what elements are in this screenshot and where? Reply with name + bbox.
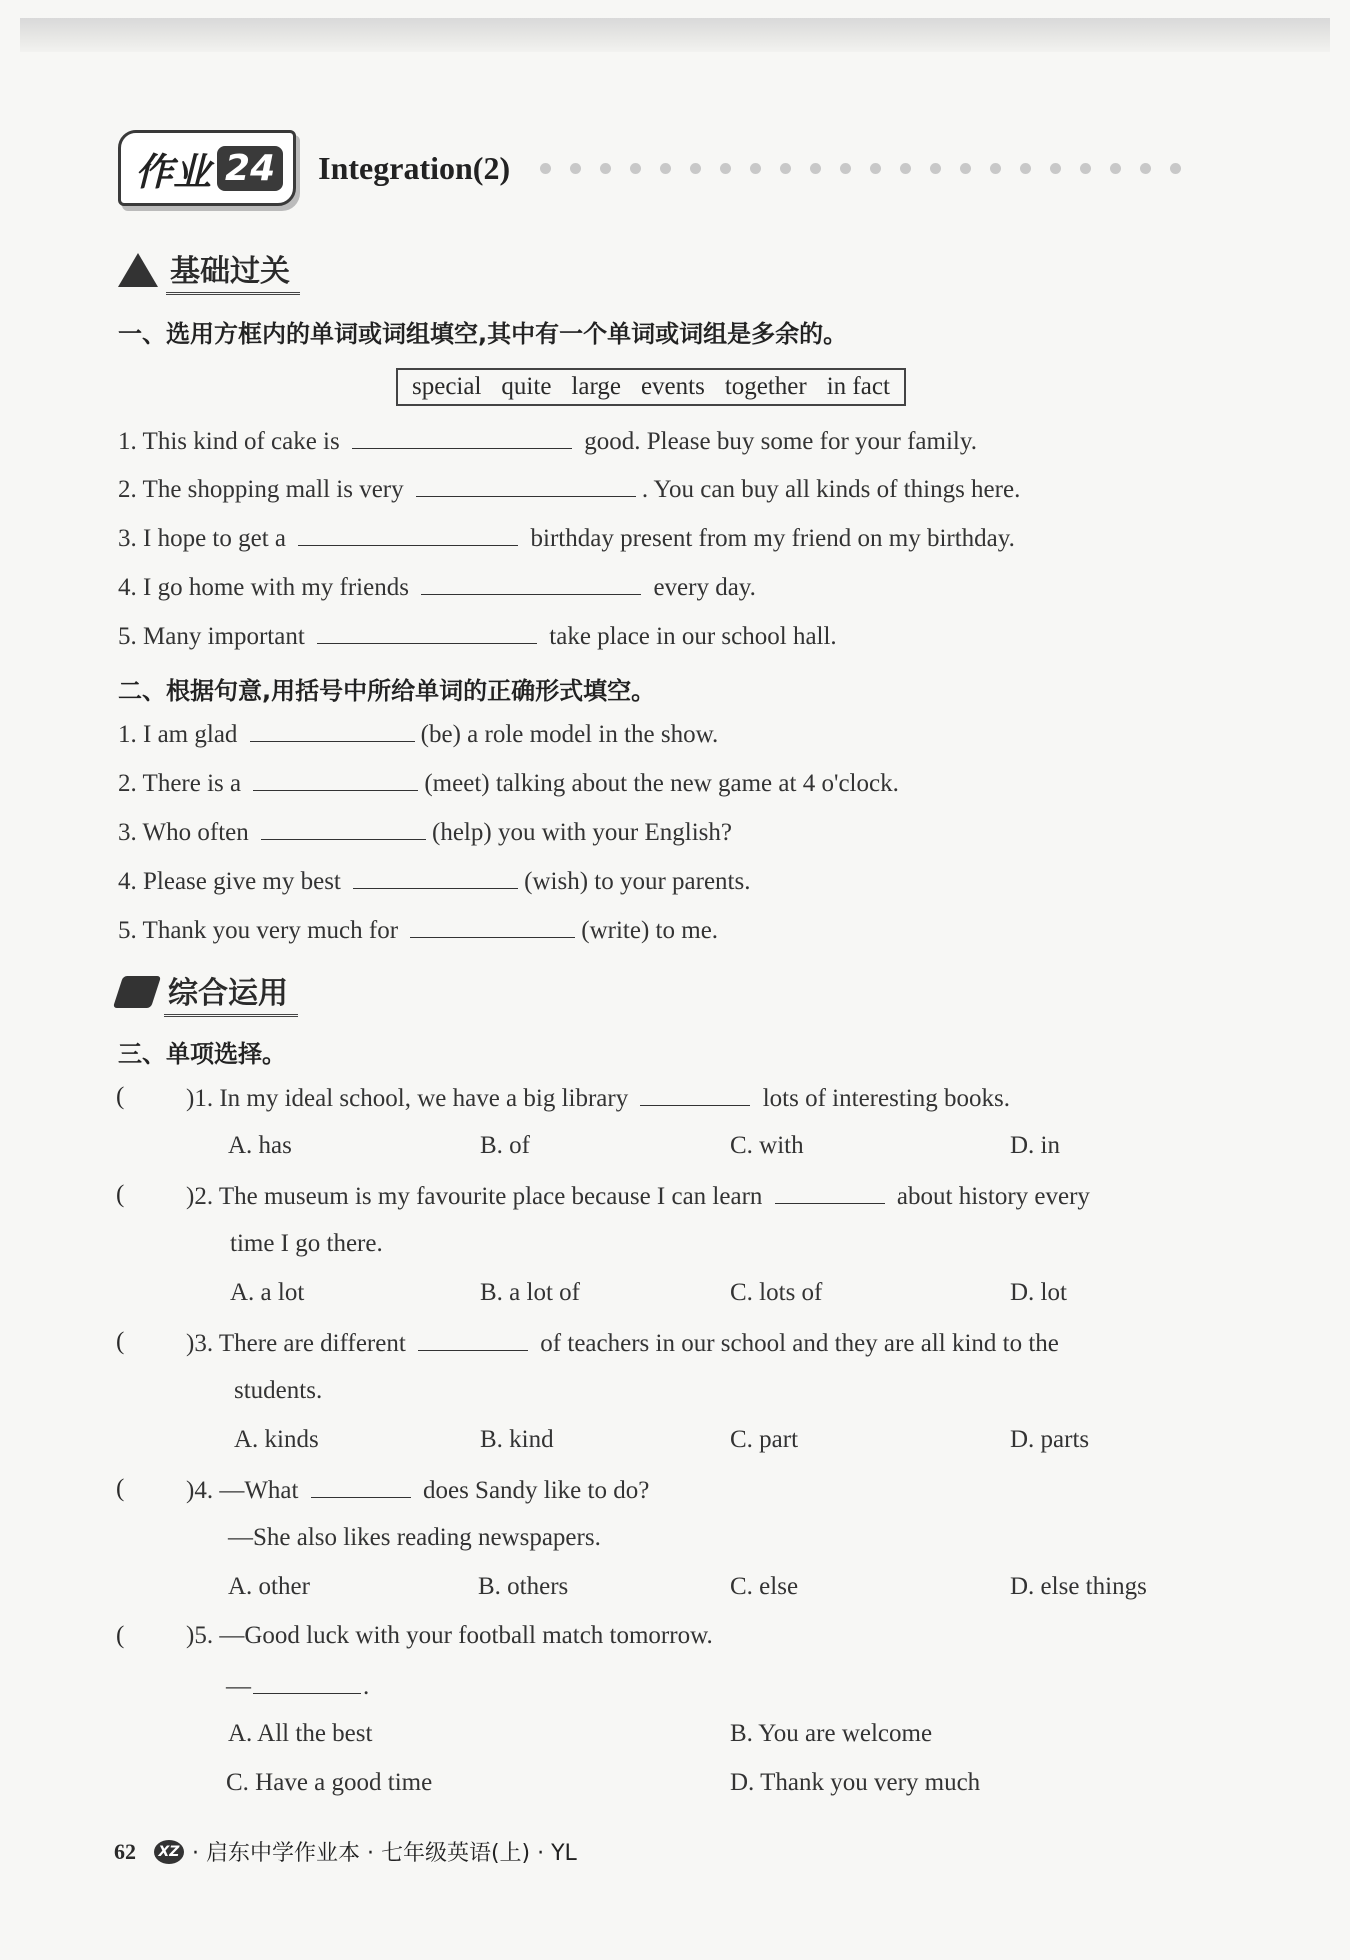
fill-item	[118, 915, 718, 945]
answer-blank[interactable]	[298, 523, 518, 546]
item-text: 3. Who often	[118, 819, 249, 846]
fill-item	[118, 426, 977, 456]
answer-blank[interactable]	[253, 768, 418, 791]
page-number: 62	[114, 1838, 136, 1864]
question-1	[186, 1083, 1010, 1113]
fill-item	[118, 572, 756, 602]
answer-paren[interactable]: (	[116, 1181, 125, 1208]
answer-blank[interactable]	[418, 1328, 528, 1351]
question-continuation: time I go there.	[230, 1230, 383, 1257]
option-a[interactable]: A. has	[228, 1132, 292, 1159]
option-a[interactable]: A. All the best	[228, 1720, 373, 1747]
question-text: )5. —Good luck with your football match tomorrow.	[186, 1622, 713, 1649]
item-text: 3. I hope to get a	[118, 525, 287, 552]
answer-blank[interactable]	[640, 1083, 750, 1106]
section-marker-icon	[113, 976, 161, 1008]
option-b[interactable]: B. You are welcome	[730, 1720, 933, 1747]
question-text: )1. In my ideal school, we have a big library	[186, 1085, 629, 1112]
item-text: take place in our school hall.	[549, 623, 837, 650]
item-text: (meet) talking about the new game at 4 o'clock.	[424, 770, 899, 797]
question-text: lots of interesting books.	[762, 1085, 1010, 1112]
item-text: 4. Please give my best	[118, 868, 341, 895]
option-d[interactable]: D. lot	[1010, 1279, 1067, 1306]
option-a[interactable]: A. other	[228, 1573, 310, 1600]
answer-blank[interactable]	[410, 915, 575, 938]
fill-item	[118, 621, 837, 651]
item-text: 2. The shopping mall is very	[118, 476, 404, 503]
option-c[interactable]: C. lots of	[730, 1279, 823, 1306]
item-text: 1. I am glad	[118, 721, 238, 748]
item-text: every day.	[653, 574, 756, 601]
option-a[interactable]: A. kinds	[234, 1426, 319, 1453]
option-b[interactable]: B. kind	[480, 1426, 554, 1453]
answer-blank[interactable]	[421, 572, 641, 595]
section-label: 基础过关	[166, 246, 300, 295]
fill-item	[118, 768, 899, 798]
item-text: birthday present from my friend on my birthday.	[530, 525, 1015, 552]
item-text: 1. This kind of cake is	[118, 428, 340, 455]
answer-paren[interactable]: (	[116, 1475, 125, 1502]
option-b[interactable]: B. of	[480, 1132, 530, 1159]
badge-text: 作业	[135, 149, 212, 194]
section-heading-applied	[118, 970, 298, 1014]
option-b[interactable]: B. a lot of	[480, 1279, 580, 1306]
triangle-icon	[118, 253, 158, 287]
part3-instruction: 三、单项选择。	[118, 1040, 286, 1068]
word-item: in fact	[826, 373, 890, 400]
item-text: 4. I go home with my friends	[118, 574, 409, 601]
answer-blank[interactable]	[317, 621, 537, 644]
part1-instruction: 一、选用方框内的单词或词组填空,其中有一个单词或词组是多余的。	[118, 320, 848, 348]
option-d[interactable]: D. in	[1010, 1132, 1060, 1159]
item-text: (write) to me.	[581, 917, 719, 944]
option-b[interactable]: B. others	[478, 1573, 569, 1600]
publisher-logo-icon: XZ	[154, 1840, 184, 1864]
section-label: 综合运用	[164, 968, 298, 1017]
footer-text: · 启东中学作业本 · 七年级英语(上) · YL	[192, 1841, 577, 1866]
answer-blank[interactable]	[352, 426, 572, 449]
word-item: quite	[501, 373, 552, 400]
item-text: . You can buy all kinds of things here.	[641, 476, 1021, 503]
fill-item	[118, 474, 1020, 504]
item-text: (wish) to your parents.	[524, 868, 751, 895]
option-c[interactable]: C. part	[730, 1426, 799, 1453]
question-continuation: students.	[234, 1377, 323, 1404]
answer-blank[interactable]	[261, 817, 426, 840]
answer-blank[interactable]	[416, 474, 636, 497]
item-text: 5. Many important	[118, 623, 305, 650]
word-item: special	[412, 373, 482, 400]
option-c[interactable]: C. else	[730, 1573, 799, 1600]
answer-blank[interactable]	[353, 866, 518, 889]
option-d[interactable]: D. Thank you very much	[730, 1769, 981, 1796]
item-text: (help) you with your English?	[432, 819, 732, 846]
option-c[interactable]: C. Have a good time	[226, 1769, 433, 1796]
question-text: )2. The museum is my favourite place because I can learn	[186, 1183, 763, 1210]
part2-instruction: 二、根据句意,用括号中所给单词的正确形式填空。	[118, 677, 656, 705]
question-5	[186, 1622, 713, 1650]
word-item: together	[724, 373, 807, 400]
answer-paren[interactable]: (	[116, 1622, 125, 1649]
item-text: (be) a role model in the show.	[420, 721, 719, 748]
answer-blank[interactable]	[253, 1671, 361, 1694]
item-text: 5. Thank you very much for	[118, 917, 399, 944]
dash: —	[226, 1673, 251, 1700]
badge-number: 24	[217, 146, 283, 191]
page-header	[118, 128, 1181, 208]
period: .	[363, 1673, 370, 1700]
word-box	[396, 368, 906, 406]
word-item: events	[640, 373, 705, 400]
option-d[interactable]: D. else things	[1010, 1573, 1147, 1600]
fill-item	[118, 719, 718, 749]
question-text: does Sandy like to do?	[422, 1477, 650, 1504]
item-text: 2. There is a	[118, 770, 242, 797]
page-title: Integration(2)	[318, 149, 511, 186]
option-c[interactable]: C. with	[730, 1132, 804, 1159]
question-4	[186, 1475, 649, 1505]
question-text: of teachers in our school and they are all kind to the	[540, 1330, 1059, 1357]
homework-badge	[118, 130, 296, 206]
option-a[interactable]: A. a lot	[230, 1279, 305, 1306]
item-text: good. Please buy some for your family.	[584, 428, 977, 455]
question-text: )3. There are different	[186, 1330, 406, 1357]
question-3	[186, 1328, 1059, 1358]
answer-blank[interactable]	[775, 1181, 885, 1204]
page-top-shadow	[20, 18, 1330, 52]
section-heading-basic	[118, 248, 300, 292]
option-d[interactable]: D. parts	[1010, 1426, 1090, 1453]
question-continuation	[226, 1671, 369, 1701]
question-text: )4. —What	[186, 1477, 299, 1504]
question-2	[186, 1181, 1090, 1211]
answer-blank[interactable]	[250, 719, 415, 742]
answer-blank[interactable]	[311, 1475, 411, 1498]
word-item: large	[571, 373, 621, 400]
answer-paren[interactable]: (	[116, 1328, 125, 1355]
fill-item	[118, 866, 750, 896]
fill-item	[118, 523, 1015, 553]
question-continuation: —She also likes reading newspapers.	[228, 1524, 601, 1551]
decorative-dots	[540, 163, 1181, 174]
question-text: about history every	[896, 1183, 1090, 1210]
answer-paren[interactable]: (	[116, 1083, 125, 1110]
fill-item	[118, 817, 732, 847]
page-footer	[114, 1836, 577, 1867]
